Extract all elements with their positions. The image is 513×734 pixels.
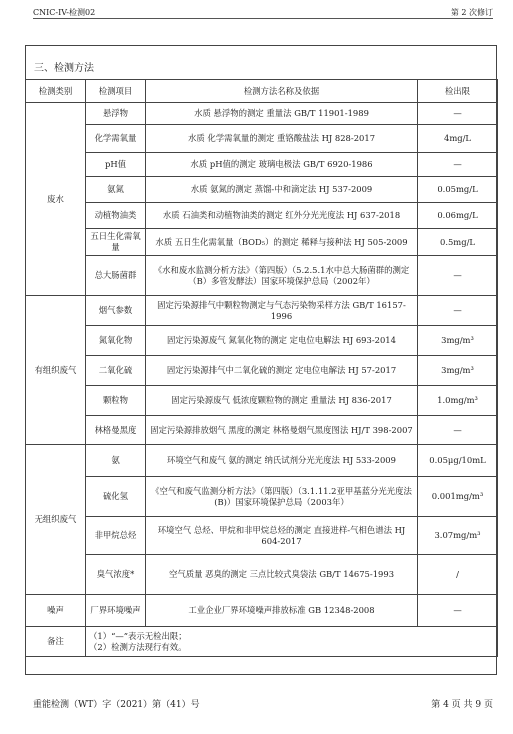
item-cell: 氮氧化物	[86, 326, 146, 356]
method-cell: 空气质量 恶臭的测定 三点比较式臭袋法 GB/T 14675-1993	[146, 555, 418, 595]
method-cell: 水质 化学需氧量的测定 重铬酸盐法 HJ 828-2017	[146, 125, 418, 153]
limit-cell: —	[418, 595, 498, 627]
category-cell: 有组织废气	[26, 296, 86, 445]
limit-cell: 1.0mg/m³	[418, 386, 498, 416]
limit-cell: 4mg/L	[418, 125, 498, 153]
item-cell: 二氧化硫	[86, 356, 146, 386]
column-header: 检测类别	[26, 80, 86, 103]
note-item: （1）“—”表示无检出限；	[89, 630, 187, 641]
limit-cell: —	[418, 256, 498, 296]
limit-cell: 0.05μg/10mL	[418, 445, 498, 477]
limit-cell: 0.05mg/L	[418, 177, 498, 203]
column-header: 检测项目	[86, 80, 146, 103]
limit-cell: 0.5mg/L	[418, 229, 498, 256]
item-cell: 厂界环境噪声	[86, 595, 146, 627]
page-header	[33, 6, 493, 19]
document-code: CNIC-IV-检测02	[33, 8, 96, 17]
method-cell: 固定污染源废气 氮氧化物的测定 定电位电解法 HJ 693-2014	[146, 326, 418, 356]
methods-table	[25, 79, 498, 657]
method-cell: 水质 氨氮的测定 蒸馏-中和滴定法 HJ 537-2009	[146, 177, 418, 203]
report-number: 重能检测（WT）字（2021）第（41）号	[33, 700, 200, 710]
method-cell: 水质 pH值的测定 玻璃电极法 GB/T 6920-1986	[146, 153, 418, 177]
method-cell: 固定污染源废气 低浓度颗粒物的测定 重量法 HJ 836-2017	[146, 386, 418, 416]
table-row	[26, 445, 498, 477]
limit-cell: 3.07mg/m³	[418, 517, 498, 555]
table-row	[26, 229, 498, 256]
table-row	[26, 203, 498, 229]
notes-row	[26, 627, 498, 657]
method-cell: 《水和废水监测分析方法》（第四版）（5.2.5.1水中总大肠菌群的测定（B）多管发酵法）国家环境保护总局（2002年）	[146, 256, 418, 296]
limit-cell: —	[418, 416, 498, 445]
table-row	[26, 555, 498, 595]
table-row	[26, 103, 498, 125]
item-cell: pH值	[86, 153, 146, 177]
method-cell: 水质 五日生化需氧量（BOD₅）的测定 稀释与接种法 HJ 505-2009	[146, 229, 418, 256]
item-cell: 烟气参数	[86, 296, 146, 326]
item-cell: 非甲烷总烃	[86, 517, 146, 555]
item-cell: 硫化氢	[86, 477, 146, 517]
page-number: 第 4 页 共 9 页	[431, 700, 493, 710]
method-cell: 水质 悬浮物的测定 重量法 GB/T 11901-1989	[146, 103, 418, 125]
limit-cell: /	[418, 555, 498, 595]
method-cell: 固定污染源排气中颗粒物测定与气态污染物采样方法 GB/T 16157-1996	[146, 296, 418, 326]
limit-cell: 3mg/m³	[418, 356, 498, 386]
column-header: 检测方法名称及依据	[146, 80, 418, 103]
item-cell: 动植物油类	[86, 203, 146, 229]
method-cell: 《空气和废气监测分析方法》（第四版）（3.1.11.2亚甲基蓝分光光度法(B)）国家环境保护总局（2003年）	[146, 477, 418, 517]
section-title: 三、检测方法	[34, 63, 94, 74]
item-cell: 氨	[86, 445, 146, 477]
table-row	[26, 356, 498, 386]
item-cell: 氨氮	[86, 177, 146, 203]
table-row	[26, 256, 498, 296]
item-cell: 林格曼黑度	[86, 416, 146, 445]
revision-label: 第 2 次修订	[450, 8, 493, 17]
table-row	[26, 517, 498, 555]
item-cell: 化学需氧量	[86, 125, 146, 153]
limit-cell: —	[418, 296, 498, 326]
note-item: （2）检测方法现行有效。	[89, 641, 187, 652]
limit-cell: —	[418, 103, 498, 125]
item-cell: 悬浮物	[86, 103, 146, 125]
table-row	[26, 153, 498, 177]
table-header-row	[26, 80, 498, 103]
limit-cell: —	[418, 153, 498, 177]
method-cell: 环境空气 总烃、甲烷和非甲烷总烃的测定 直接进样-气相色谱法 HJ 604-2017	[146, 517, 418, 555]
limit-cell: 0.001mg/m³	[418, 477, 498, 517]
notes-label: 备注	[26, 627, 86, 657]
table-row	[26, 386, 498, 416]
method-cell: 固定污染源排放烟气 黑度的测定 林格曼烟气黑度图法 HJ/T 398-2007	[146, 416, 418, 445]
item-cell: 总大肠菌群	[86, 256, 146, 296]
item-cell: 颗粒物	[86, 386, 146, 416]
category-cell: 无组织废气	[26, 445, 86, 595]
limit-cell: 0.06mg/L	[418, 203, 498, 229]
method-cell: 工业企业厂界环境噪声排放标准 GB 12348-2008	[146, 595, 418, 627]
method-cell: 水质 石油类和动植物油类的测定 红外分光光度法 HJ 637-2018	[146, 203, 418, 229]
item-cell: 五日生化需氧量	[86, 229, 146, 256]
table-row	[26, 477, 498, 517]
limit-cell: 3mg/m³	[418, 326, 498, 356]
table-row	[26, 296, 498, 326]
table-row	[26, 326, 498, 356]
table-row	[26, 595, 498, 627]
table-row	[26, 125, 498, 153]
method-cell: 固定污染源排气中二氧化硫的测定 定电位电解法 HJ 57-2017	[146, 356, 418, 386]
table-row	[26, 416, 498, 445]
category-cell: 废水	[26, 103, 86, 296]
category-cell: 噪声	[26, 595, 86, 627]
notes-cell	[86, 627, 498, 657]
method-cell: 环境空气和废气 氨的测定 纳氏试剂分光光度法 HJ 533-2009	[146, 445, 418, 477]
table-row	[26, 177, 498, 203]
item-cell: 臭气浓度*	[86, 555, 146, 595]
column-header: 检出限	[418, 80, 498, 103]
